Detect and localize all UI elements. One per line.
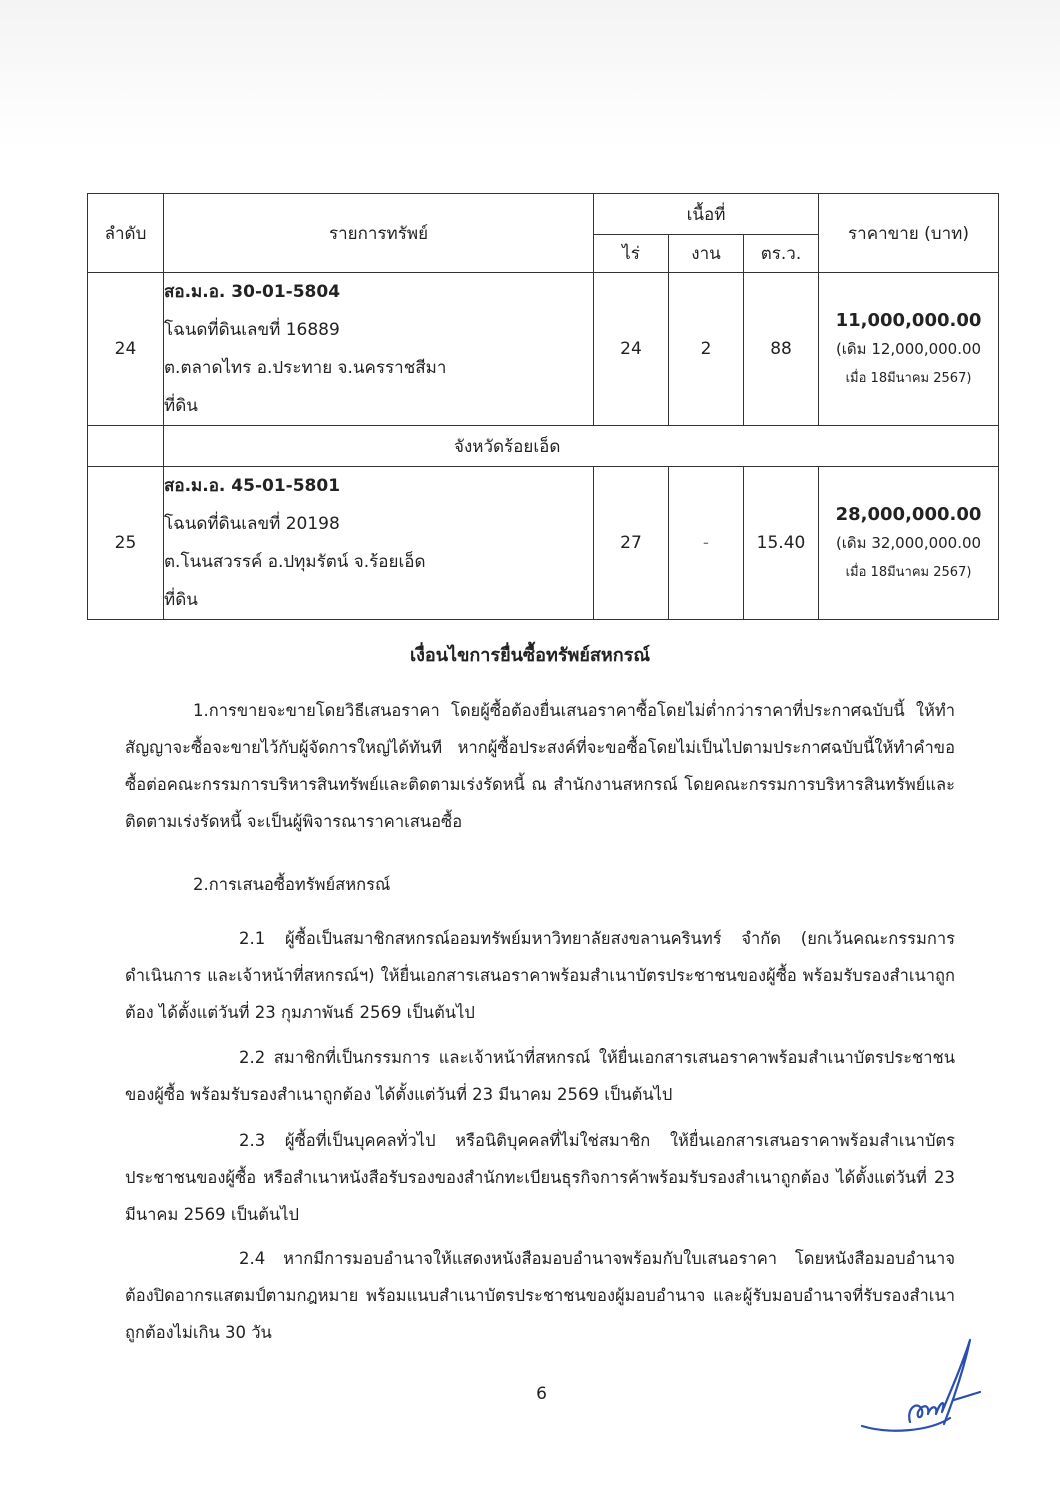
header-seq: ลำดับ bbox=[88, 194, 164, 273]
old-price: (เดิม 12,000,000.00 bbox=[835, 340, 982, 358]
asset-location: ต.ตลาดไทร อ.ประทาย จ.นครราชสีมา bbox=[164, 358, 447, 378]
header-ngan: งาน bbox=[669, 235, 744, 273]
province-label: จังหวัดร้อยเอ็ด bbox=[164, 426, 999, 467]
header-item: รายการทรัพย์ bbox=[164, 194, 594, 273]
asset-type: ที่ดิน bbox=[164, 590, 198, 610]
header-rai: ไร่ bbox=[594, 235, 669, 273]
row-price bbox=[819, 273, 999, 426]
asset-code: สอ.ม.อ. 30-01-5804 bbox=[164, 282, 341, 302]
condition-1-text: 1.การขายจะขายโดยวิธีเสนอราคา โดยผู้ซื้อต้องยื่นเสนอราคาซื้อโดยไม่ต่ำกว่าราคาที่ประกาศฉบับนี้ ให้ทำสัญญาจะซื้อจะขายไว้กับผู้จัดการใหญ่ได้ทันที หากผู้ซื้อประสงค์ที่จะขอซื้อโดยไม่เป็นไปตามประกาศฉบับนี้ให้ทำคำขอซื้อต่อคณะกรรมการบริหารสินทรัพย์และติดตามเร่งรัดหนี้ ณ สำนักงานสหกรณ์ โดยคณะกรรมการบริหารสินทรัพย์และติดตามเร่งรัดหนี้ จะเป็นผู้พิจารณาราคาเสนอซื้อ bbox=[125, 701, 955, 831]
row-ngan: - bbox=[669, 467, 744, 620]
header-sqwa: ตร.ว. bbox=[744, 235, 819, 273]
row-sqwa: 88 bbox=[744, 273, 819, 426]
row-rai: 24 bbox=[594, 273, 669, 426]
row-ngan: 2 bbox=[669, 273, 744, 426]
condition-2-4-text: 2.4 หากมีการมอบอำนาจให้แสดงหนังสือมอบอำนาจพร้อมกับใบเสนอราคา โดยหนังสือมอบอำนาจต้องปิดอากรแสตมป์ตามกฎหมาย พร้อมแนบสำเนาบัตรประชาชนของผู้มอบอำนาจ และผู้รับมอบอำนาจที่รับรองสำเนาถูกต้องไม่เกิน 30 วัน bbox=[125, 1249, 955, 1342]
asset-table bbox=[87, 193, 999, 620]
province-row bbox=[88, 426, 999, 467]
old-price: (เดิม 32,000,000.00 bbox=[835, 534, 982, 552]
row-sqwa: 15.40 bbox=[744, 467, 819, 620]
condition-2-title: 2.การเสนอซื้อทรัพย์สหกรณ์ bbox=[193, 875, 391, 894]
condition-paragraph-2-2 bbox=[125, 1039, 955, 1113]
sale-price: 28,000,000.00 bbox=[835, 504, 982, 525]
conditions-heading: เงื่อนไขการยื่นซื้อทรัพย์สหกรณ์ bbox=[409, 645, 651, 666]
asset-code: สอ.ม.อ. 45-01-5801 bbox=[164, 476, 341, 496]
province-row-seq bbox=[88, 426, 164, 467]
row-description bbox=[164, 467, 594, 620]
signature bbox=[858, 1338, 998, 1448]
row-description bbox=[164, 273, 594, 426]
condition-paragraph-2-3 bbox=[125, 1122, 955, 1233]
asset-location: ต.โนนสวรรค์ อ.ปทุมรัตน์ จ.ร้อยเอ็ด bbox=[164, 552, 426, 572]
row-rai: 27 bbox=[594, 467, 669, 620]
condition-paragraph-1 bbox=[125, 692, 955, 840]
asset-type: ที่ดิน bbox=[164, 396, 198, 416]
page-top-shade bbox=[0, 0, 1060, 150]
page-number: 6 bbox=[536, 1384, 547, 1404]
old-price-date: เมื่อ 18มีนาคม 2567) bbox=[845, 565, 972, 580]
condition-2-3-text: 2.3 ผู้ซื้อที่เป็นบุคคลทั่วไป หรือนิติบุคคลที่ไม่ใช่สมาชิก ให้ยื่นเอกสารเสนอราคาพร้อมสำเนาบัตรประชาชนของผู้ซื้อ หรือสำเนาหนังสือรับรองของสำนักทะเบียนธุรกิจการค้าพร้อมรับรองสำเนาถูกต้อง ได้ตั้งแต่วันที่ 23 มีนาคม 2569 เป็นต้นไป bbox=[125, 1131, 955, 1224]
table-row bbox=[88, 467, 999, 620]
condition-paragraph-2-4 bbox=[125, 1240, 955, 1351]
row-seq: 25 bbox=[88, 467, 164, 620]
table-row bbox=[88, 273, 999, 426]
condition-2-1-text: 2.1 ผู้ซื้อเป็นสมาชิกสหกรณ์ออมทรัพย์มหาวิทยาลัยสงขลานครินทร์ จำกัด (ยกเว้นคณะกรรมการดำเนินการ และเจ้าหน้าที่สหกรณ์ฯ) ให้ยื่นเอกสารเสนอราคาพร้อมสำเนาบัตรประชาชนของผู้ซื้อ พร้อมรับรองสำเนาถูกต้อง ได้ตั้งแต่วันที่ 23 กุมภาพันธ์ 2569 เป็นต้นไป bbox=[125, 929, 955, 1022]
header-area: เนื้อที่ bbox=[594, 194, 819, 235]
old-price-date: เมื่อ 18มีนาคม 2567) bbox=[845, 371, 972, 386]
row-seq: 24 bbox=[88, 273, 164, 426]
row-price bbox=[819, 467, 999, 620]
condition-2-2-text: 2.2 สมาชิกที่เป็นกรรมการ และเจ้าหน้าที่สหกรณ์ ให้ยื่นเอกสารเสนอราคาพร้อมสำเนาบัตรประชาชนของผู้ซื้อ พร้อมรับรองสำเนาถูกต้อง ได้ตั้งแต่วันที่ 23 มีนาคม 2569 เป็นต้นไป bbox=[125, 1048, 955, 1104]
condition-paragraph-2-1 bbox=[125, 920, 955, 1031]
deed-number: โฉนดที่ดินเลขที่ 16889 bbox=[164, 320, 340, 340]
header-price: ราคาขาย (บาท) bbox=[819, 194, 999, 273]
deed-number: โฉนดที่ดินเลขที่ 20198 bbox=[164, 514, 340, 534]
sale-price: 11,000,000.00 bbox=[835, 310, 982, 331]
